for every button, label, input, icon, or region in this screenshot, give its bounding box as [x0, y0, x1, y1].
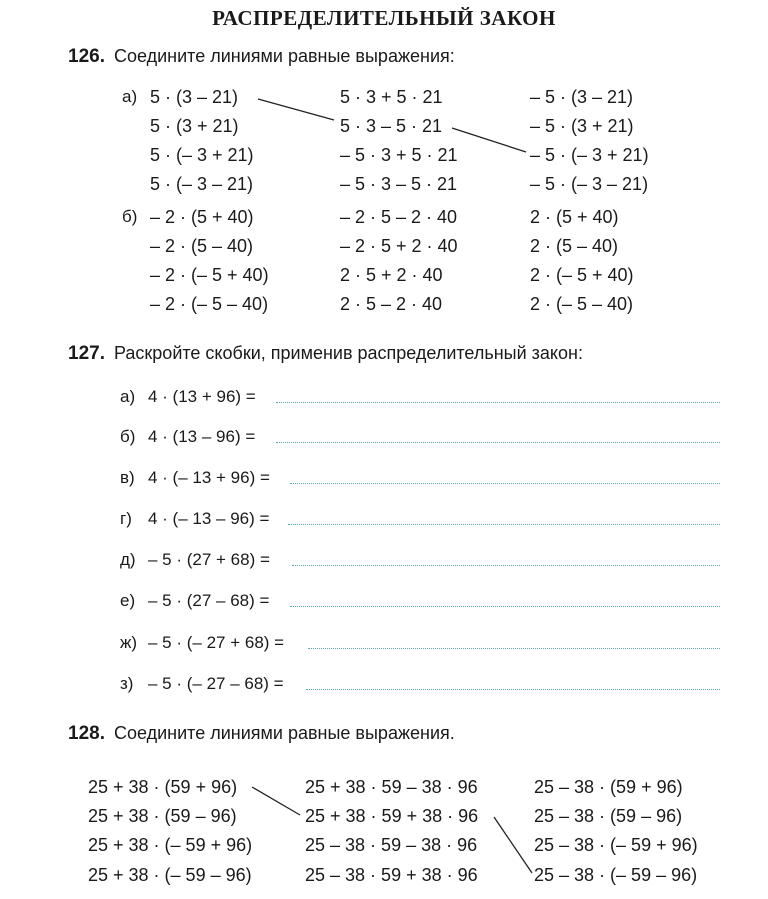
t126-a-col2-item: – 5 · 3 – 5 · 21 — [340, 174, 458, 194]
row-label: д) — [120, 550, 136, 569]
t126-a-col3-item: – 5 · (– 3 + 21) — [530, 145, 649, 165]
t126-a-col1-item: 5 · (– 3 – 21) — [150, 174, 254, 194]
t126-b-col2-item: 2 · 5 – 2 · 40 — [340, 294, 443, 314]
t128-col2-item: 25 + 38 · 59 + 38 · 96 — [305, 806, 479, 826]
task-126-number: 126. — [68, 46, 105, 67]
row-label: а) — [120, 387, 136, 406]
row-expression: – 5 · (27 + 68) = — [148, 550, 270, 569]
row-label: г) — [120, 509, 132, 528]
t126-b-col3-item: 2 · (5 + 40) — [530, 207, 619, 227]
t128-col2-item: 25 – 38 · 59 + 38 · 96 — [305, 865, 478, 885]
t128-col3-item: 25 – 38 · (59 + 96) — [534, 777, 683, 797]
t126-a-col2-item: 5 · 3 – 5 · 21 — [340, 116, 443, 136]
t126-a-col3-item: – 5 · (3 + 21) — [530, 116, 634, 136]
row-expression: – 5 · (– 27 + 68) = — [148, 633, 285, 652]
t126-b-col3-item: 2 · (– 5 – 40) — [530, 294, 634, 314]
row-label: б) — [120, 427, 136, 446]
t126-a-col1-item: 5 · (3 – 21) — [150, 87, 239, 107]
row-expression: 4 · (13 + 96) = — [148, 387, 256, 406]
connector-line — [494, 817, 532, 873]
t126-a-col1-item: 5 · (– 3 + 21) — [150, 145, 254, 165]
t128-col1-item: 25 + 38 · (– 59 – 96) — [88, 865, 252, 885]
connector-line — [252, 787, 300, 815]
t126-a-col2-item: – 5 · 3 + 5 · 21 — [340, 145, 458, 165]
t128-col1-item: 25 + 38 · (59 + 96) — [88, 777, 238, 797]
t126-b-col1-item: – 2 · (– 5 + 40) — [150, 265, 269, 285]
task-126-a-label: а) — [122, 87, 138, 106]
t126-b-col1-item: – 2 · (5 – 40) — [150, 236, 254, 256]
t128-col2-item: 25 – 38 · 59 – 38 · 96 — [305, 835, 478, 855]
task-126-b-label: б) — [122, 207, 138, 226]
row-label: ж) — [120, 633, 138, 652]
row-label: в) — [120, 468, 135, 487]
t126-b-col2-item: 2 · 5 + 2 · 40 — [340, 265, 443, 285]
row-label: з) — [120, 674, 134, 693]
task-126-text: Соедините линиями равные выражения: — [114, 46, 455, 66]
task-128-number: 128. — [68, 723, 105, 744]
row-expression: 4 · (13 – 96) = — [148, 427, 256, 446]
row-expression: 4 · (– 13 – 96) = — [148, 509, 270, 528]
task-127-number: 127. — [68, 343, 105, 364]
page-title: РАСПРЕДЕЛИТЕЛЬНЫЙ ЗАКОН — [212, 6, 556, 30]
t128-col3-item: 25 – 38 · (59 – 96) — [534, 806, 683, 826]
row-expression: – 5 · (– 27 – 68) = — [148, 674, 284, 693]
t128-col3-item: 25 – 38 · (– 59 – 96) — [534, 865, 698, 885]
connector-line — [258, 99, 334, 120]
t126-a-col2-item: 5 · 3 + 5 · 21 — [340, 87, 443, 107]
t128-col1-item: 25 + 38 · (– 59 + 96) — [88, 835, 253, 855]
connector-line — [452, 128, 526, 152]
task-128-text: Соедините линиями равные выражения. — [114, 723, 455, 743]
t126-b-col3-item: 2 · (– 5 + 40) — [530, 265, 634, 285]
t128-col3-item: 25 – 38 · (– 59 + 96) — [534, 835, 698, 855]
t126-a-col3-item: – 5 · (– 3 – 21) — [530, 174, 649, 194]
t126-a-col1-item: 5 · (3 + 21) — [150, 116, 239, 136]
t126-b-col1-item: – 2 · (5 + 40) — [150, 207, 254, 227]
t126-a-col3-item: – 5 · (3 – 21) — [530, 87, 634, 107]
t128-col1-item: 25 + 38 · (59 – 96) — [88, 806, 237, 826]
task-127-text: Раскройте скобки, применив распределительный закон: — [114, 343, 583, 363]
t126-b-col2-item: – 2 · 5 + 2 · 40 — [340, 236, 458, 256]
t126-b-col2-item: – 2 · 5 – 2 · 40 — [340, 207, 458, 227]
t126-b-col3-item: 2 · (5 – 40) — [530, 236, 619, 256]
row-label: е) — [120, 591, 136, 610]
row-expression: 4 · (– 13 + 96) = — [148, 468, 270, 487]
row-expression: – 5 · (27 – 68) = — [148, 591, 270, 610]
t128-col2-item: 25 + 38 · 59 – 38 · 96 — [305, 777, 478, 797]
t126-b-col1-item: – 2 · (– 5 – 40) — [150, 294, 269, 314]
